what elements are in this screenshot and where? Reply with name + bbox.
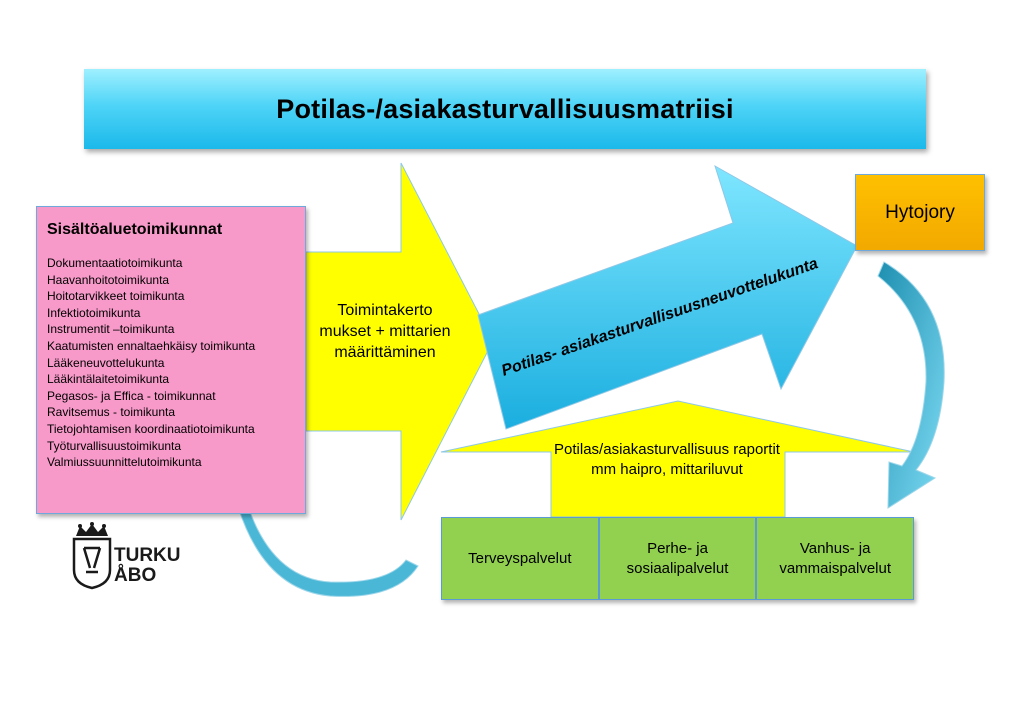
list-item: Työturvallisuustoimikunta [47, 438, 182, 453]
committees-box [36, 206, 306, 514]
service-perhe-sosiaalipalvelut [599, 517, 757, 600]
list-item: Lääkeneuvottelukunta [47, 355, 165, 370]
list-item: Infektiotoimikunta [47, 305, 141, 320]
list-item: Kaatumisten ennaltaehkäisy toimikunta [47, 338, 256, 353]
hytojory-box [855, 174, 985, 251]
service-terveyspalvelut [441, 517, 599, 600]
logo-text: TURKU ÅBO [114, 545, 181, 586]
service-vanhus-vammaispalvelut [756, 517, 914, 600]
list-item: Instrumentit –toimikunta [47, 322, 175, 337]
committees-list [47, 255, 297, 471]
list-item: Valmiussuunnittelutoimikunta [47, 455, 202, 470]
report-arrow-label: Potilas/asiakasturvallisuus raportit mm haipro, mittariluvut [554, 441, 780, 478]
service-label: Terveyspalvelut [468, 549, 572, 567]
list-item: Hoitotarvikkeet toimikunta [47, 289, 185, 304]
list-item: Haavanhoitotoimikunta [47, 272, 170, 287]
blue-arrow-label: Potilas- asiakasturvallisuusneuvottelukunta [499, 255, 821, 380]
list-item: Dokumentaatiotoimikunta [47, 256, 183, 270]
list-item: Lääkintälaitetoimikunta [47, 372, 170, 387]
service-label: Vanhus- ja vammaispalvelut [779, 539, 892, 577]
curved-arrow-right [878, 262, 944, 508]
page-title: Potilas-/asiakasturvallisuusmatriisi [276, 93, 734, 124]
hytojory-label: Hytojory [885, 201, 955, 223]
yellow-arrow-label: Toimintakerto mukset + mittarien määrittäminen [319, 302, 451, 361]
title-banner [84, 69, 926, 149]
service-label: Perhe- ja sosiaalipalvelut [626, 539, 729, 577]
list-item: Tietojohtamisen koordinaatiotoimikunta [47, 421, 255, 436]
committees-heading: Sisältöaluetoimikunnat [47, 221, 223, 238]
blue-arrow-shape [478, 166, 857, 429]
list-item: Pegasos- ja Effica - toimikunnat [47, 388, 216, 403]
services-row [441, 517, 914, 600]
list-item: Ravitsemus - toimikunta [47, 405, 176, 420]
